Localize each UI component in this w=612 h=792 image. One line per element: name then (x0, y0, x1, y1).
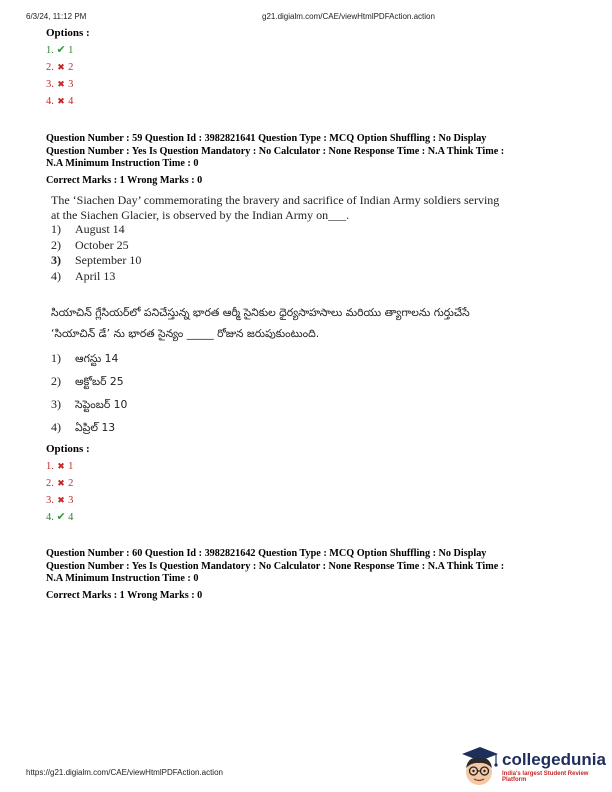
prev-options-title: Options : (46, 27, 90, 39)
prev-options-list (46, 42, 73, 110)
option-te (51, 393, 127, 416)
q59-options-title: Options : (46, 443, 90, 455)
option-row (46, 93, 73, 110)
option-en-text: April 13 (75, 268, 116, 283)
cross-icon: ✖ (57, 461, 65, 471)
q59-question-te-line1: సియాచిన్ గ్లేసియర్‌లో పనిచేస్తున్న భారత ఆర్మీ సైనికుల ధైర్యసాహసాలు మరియు త్యాగాలను గుర్తుచేసే (51, 306, 470, 319)
option-en-number: 3) (51, 253, 61, 267)
logo-wordmark: collegedunia (502, 750, 606, 769)
collegedunia-logo (458, 742, 608, 790)
option-row (46, 509, 73, 526)
option-te-number: 3) (51, 397, 61, 411)
option-label: 3 (68, 79, 74, 90)
option-en-text: September 10 (75, 253, 142, 267)
mascot-icon (458, 744, 500, 788)
option-te-text: సెప్టెంబర్ 10 (75, 398, 128, 411)
option-label: 1 (68, 45, 74, 56)
option-number: 3. (46, 495, 54, 506)
q59-meta-line1: Question Number : 59 Question Id : 3982821641 Question Type : MCQ Option Shuffling : No Display (46, 133, 487, 144)
q59-question-en-line1: The ‘Siachen Day’ commemorating the bravery and sacrifice of Indian Army soldiers serving (51, 193, 500, 207)
q59-answer-options (46, 458, 73, 526)
option-en (51, 222, 141, 238)
footer-url: https://g21.digialm.com/CAE/viewHtmlPDFAction.action (26, 768, 223, 777)
option-label: 4 (68, 96, 74, 107)
print-url: g21.digialm.com/CAE/viewHtmlPDFAction.action (262, 12, 435, 21)
option-number: 3. (46, 79, 54, 90)
option-label: 4 (68, 512, 74, 523)
option-label: 2 (68, 478, 74, 489)
option-te-number: 1) (51, 351, 61, 365)
option-en (51, 253, 141, 269)
q60-meta (46, 548, 566, 586)
option-row (46, 475, 73, 492)
q60-marks: Correct Marks : 1 Wrong Marks : 0 (46, 590, 203, 601)
option-en-text: October 25 (75, 237, 129, 252)
q60-meta-line3: N.A Minimum Instruction Time : 0 (46, 573, 199, 584)
option-number: 2. (46, 478, 54, 489)
option-label: 2 (68, 62, 74, 73)
cross-icon: ✖ (57, 62, 65, 72)
option-row (46, 59, 73, 76)
q59-meta-line3: N.A Minimum Instruction Time : 0 (46, 158, 199, 169)
q59-options-te (51, 347, 127, 439)
cross-icon: ✖ (57, 478, 65, 488)
option-number: 1. (46, 45, 54, 56)
option-en (51, 269, 141, 285)
option-row (46, 458, 73, 475)
option-te-text: ఆగస్టు 14 (75, 352, 119, 365)
option-number: 2. (46, 62, 54, 73)
option-te-number: 2) (51, 374, 61, 388)
option-te (51, 347, 127, 370)
q59-marks: Correct Marks : 1 Wrong Marks : 0 (46, 175, 203, 186)
option-row (46, 492, 73, 509)
q59-question-en (51, 193, 571, 223)
cross-icon: ✖ (57, 495, 65, 505)
option-row (46, 76, 73, 93)
option-label: 1 (68, 461, 74, 472)
q59-options-en (51, 222, 141, 284)
option-en-number: 2) (51, 237, 61, 252)
option-number: 4. (46, 512, 54, 523)
option-en-number: 1) (51, 222, 61, 236)
option-te-text: ఏప్రిల్ 13 (75, 421, 116, 434)
q60-meta-line1: Question Number : 60 Question Id : 3982821642 Question Type : MCQ Option Shuffling : No Display (46, 548, 487, 559)
option-en-number: 4) (51, 268, 61, 283)
option-en-text: August 14 (75, 222, 125, 236)
q59-meta-line2: Question Number : Yes Is Question Mandatory : No Calculator : None Response Time : N.A Think Time : (46, 145, 505, 157)
print-datetime: 6/3/24, 11:12 PM (26, 12, 87, 21)
option-te-text: అక్టోబర్ 25 (75, 375, 124, 388)
option-te (51, 416, 127, 439)
option-label: 3 (68, 495, 74, 506)
q59-question-en-line2: at the Siachen Glacier, is observed by the Indian Army on___. (51, 208, 350, 222)
option-te-number: 4) (51, 420, 61, 434)
q59-question-te-line2: ‘సియాచిన్ డే’ ను భారత సైన్యం _____ రోజున జరుపుకుంటుంది. (51, 327, 320, 340)
logo-tagline: India's largest Student Review Platform (502, 771, 589, 783)
option-en (51, 238, 141, 254)
option-number: 1. (46, 461, 54, 472)
cross-icon: ✖ (57, 79, 65, 89)
option-number: 4. (46, 96, 54, 107)
cross-icon: ✖ (57, 96, 65, 106)
check-icon: ✔ (56, 44, 66, 56)
q60-meta-line2: Question Number : Yes Is Question Mandatory : No Calculator : None Response Time : N.A Think Time : (46, 560, 505, 572)
option-row (46, 42, 73, 59)
q59-meta (46, 133, 566, 171)
check-icon: ✔ (56, 511, 66, 523)
option-te (51, 370, 127, 393)
q59-question-te (51, 302, 571, 344)
